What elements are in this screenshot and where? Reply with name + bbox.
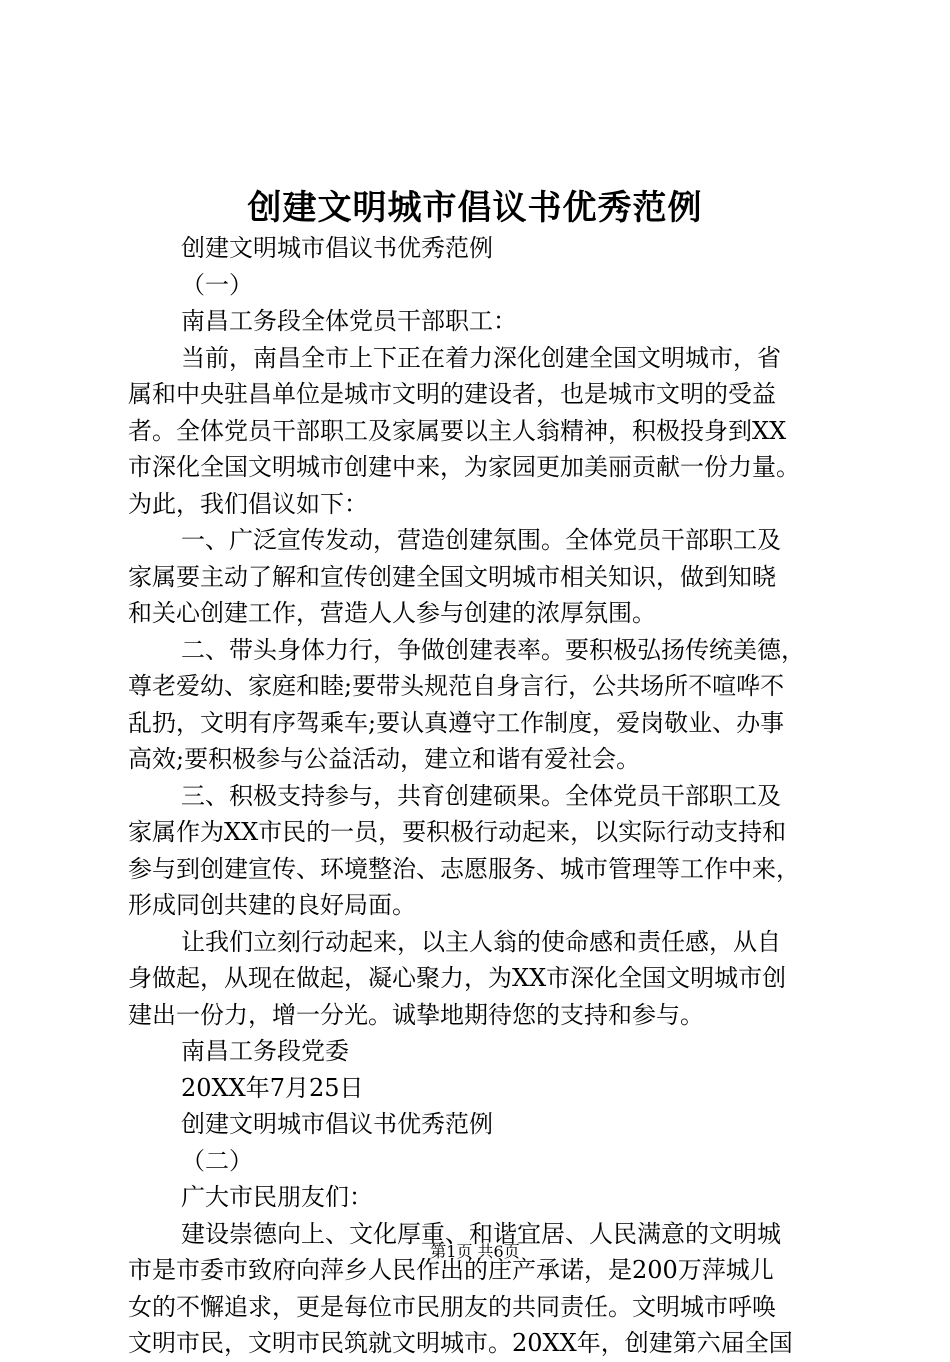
text-line: 和关心创建工作，营造人人参与创建的浓厚氛围。 [128,599,656,627]
text-line: 女的不懈追求，更是每位市民朋友的共同责任。文明城市呼唤 [128,1292,776,1321]
text-line: 当前，南昌全市上下正在着力深化创建全国文明城市，省 [181,343,781,372]
text-line: 身做起，从现在做起，凝心聚力，为XX市深化全国文明城市创 [128,964,787,992]
text-line: 文明市民，文明市民筑就文明城市。20XX年，创建第六届全国 [128,1329,793,1357]
text-line: 南昌工务段党委 [181,1037,349,1065]
text-line: 家属要主动了解和宣传创建全国文明城市相关知识，做到知晓 [128,562,776,591]
text-line: 高效;要积极参与公益活动，建立和谐有爱社会。 [128,745,641,773]
page-footer: 第1页 共6页 [430,1242,520,1261]
text-line: 南昌工务段全体党员干部职工： [181,307,517,335]
text-line: 尊老爱幼、家庭和睦;要带头规范自身言行，公共场所不喧哗不 [128,672,785,700]
text-line: 为此，我们倡议如下： [128,489,368,518]
text-line: 创建文明城市倡议书优秀范例 [181,1110,493,1138]
text-line: （二） [181,1146,253,1175]
text-line: 市深化全国文明城市创建中来，为家园更加美丽贡献一份力量。 [128,453,800,481]
text-line: 者。全体党员干部职工及家属要以主人翁精神，积极投身到XX [128,416,787,445]
text-line: 一、广泛宣传发动，营造创建氛围。全体党员干部职工及 [181,526,781,554]
text-line: 建出一份力，增一分光。诚挚地期待您的支持和参与。 [128,1000,704,1029]
text-line: 市是市委市致府向萍乡人民作出的庄产承诺，是200万萍城儿 [128,1256,774,1284]
document-title: 创建文明城市倡议书优秀范例 [247,188,703,228]
text-line: 创建文明城市倡议书优秀范例 [181,234,493,262]
text-line: （一） [181,270,253,299]
text-line: 广大市民朋友们： [181,1183,373,1211]
text-line: 让我们立刻行动起来，以主人翁的使命感和责任感，从自 [181,927,781,956]
text-line: 参与到创建宣传、环境整治、志愿服务、城市管理等工作中来， [128,854,800,883]
text-line: 形成同创共建的良好局面。 [128,891,416,919]
text-line: 二、带头身体力行，争做创建表率。要积极弘扬传统美德， [181,635,805,664]
text-line: 家属作为XX市民的一员，要积极行动起来，以实际行动支持和 [128,818,787,846]
text-line: 乱扔，文明有序驾乘车;要认真遵守工作制度，爱岗敬业、办事 [128,708,785,737]
text-line: 建设崇德向上、文化厚重、和谐宜居、人民满意的文明城 [181,1219,781,1248]
document-body [128,230,838,1362]
text-line: 属和中央驻昌单位是城市文明的建设者，也是城市文明的受益 [128,380,776,408]
text-line: 三、积极支持参与，共育创建硕果。全体党员干部职工及 [181,781,781,810]
text-line: 20XX年7月25日 [181,1073,364,1102]
